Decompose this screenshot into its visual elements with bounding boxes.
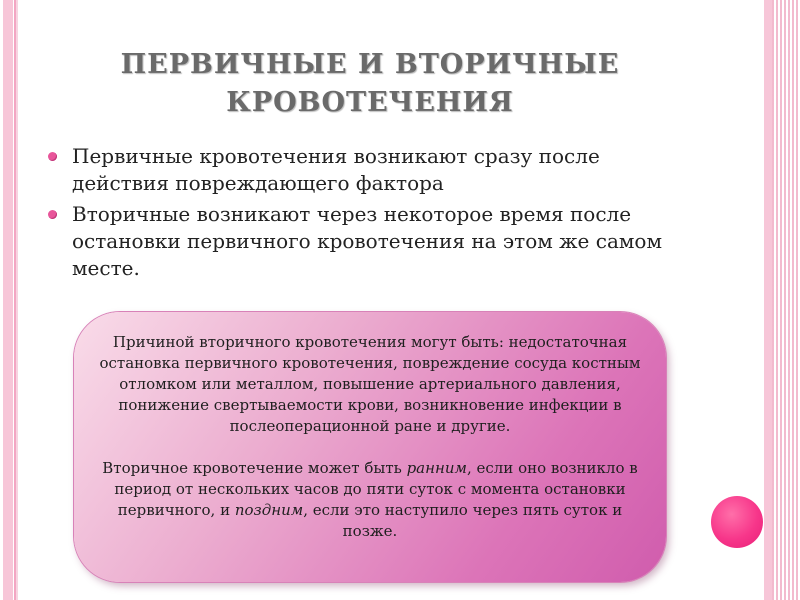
callout-italic-early: ранним [406,459,467,477]
callout-paragraph-types [98,458,642,542]
pink-circle-decoration [711,496,763,548]
left-decorative-line [16,0,18,600]
bullet-text: Первичные кровотечения возникают сразу после действия повреждающего фактора [72,144,600,195]
bullet-text: Вторичные возникают через некоторое время после остановки первичного кровотечения на этом же самом месте. [72,202,663,280]
callout-paragraph-causes: Причиной вторичного кровотечения могут быть: недостаточная остановка первичного кровотечения, повреждение сосуда костным отломком или металлом, повышение артериального давления, понижение свертываемости крови, возникновение инфекции в послеоперационной ране и другие. [99,333,641,435]
info-callout-box [74,312,666,582]
callout-italic-late: поздним [234,501,304,519]
callout-text: , если это наступило через пять суток и позже. [303,501,623,540]
slide-title [60,46,680,122]
slide-title-line-2: КРОВОТЕЧЕНИЯ [226,87,514,118]
bullet-list [46,143,686,286]
bullet-item-primary [46,143,686,197]
bullet-dot-icon [48,210,57,219]
callout-text: , если оно возникло в период от нескольких часов до пяти суток с момента остановки первичного, и [114,459,638,519]
right-decorative-border [772,0,800,600]
right-decorative-band [764,0,772,600]
left-decorative-border [0,0,16,600]
callout-text: Вторичное кровотечение может быть [102,459,407,477]
bullet-dot-icon [48,152,57,161]
bullet-item-secondary [46,201,686,282]
slide-title-line-1: ПЕРВИЧНЫЕ И ВТОРИЧНЫЕ [120,49,620,80]
